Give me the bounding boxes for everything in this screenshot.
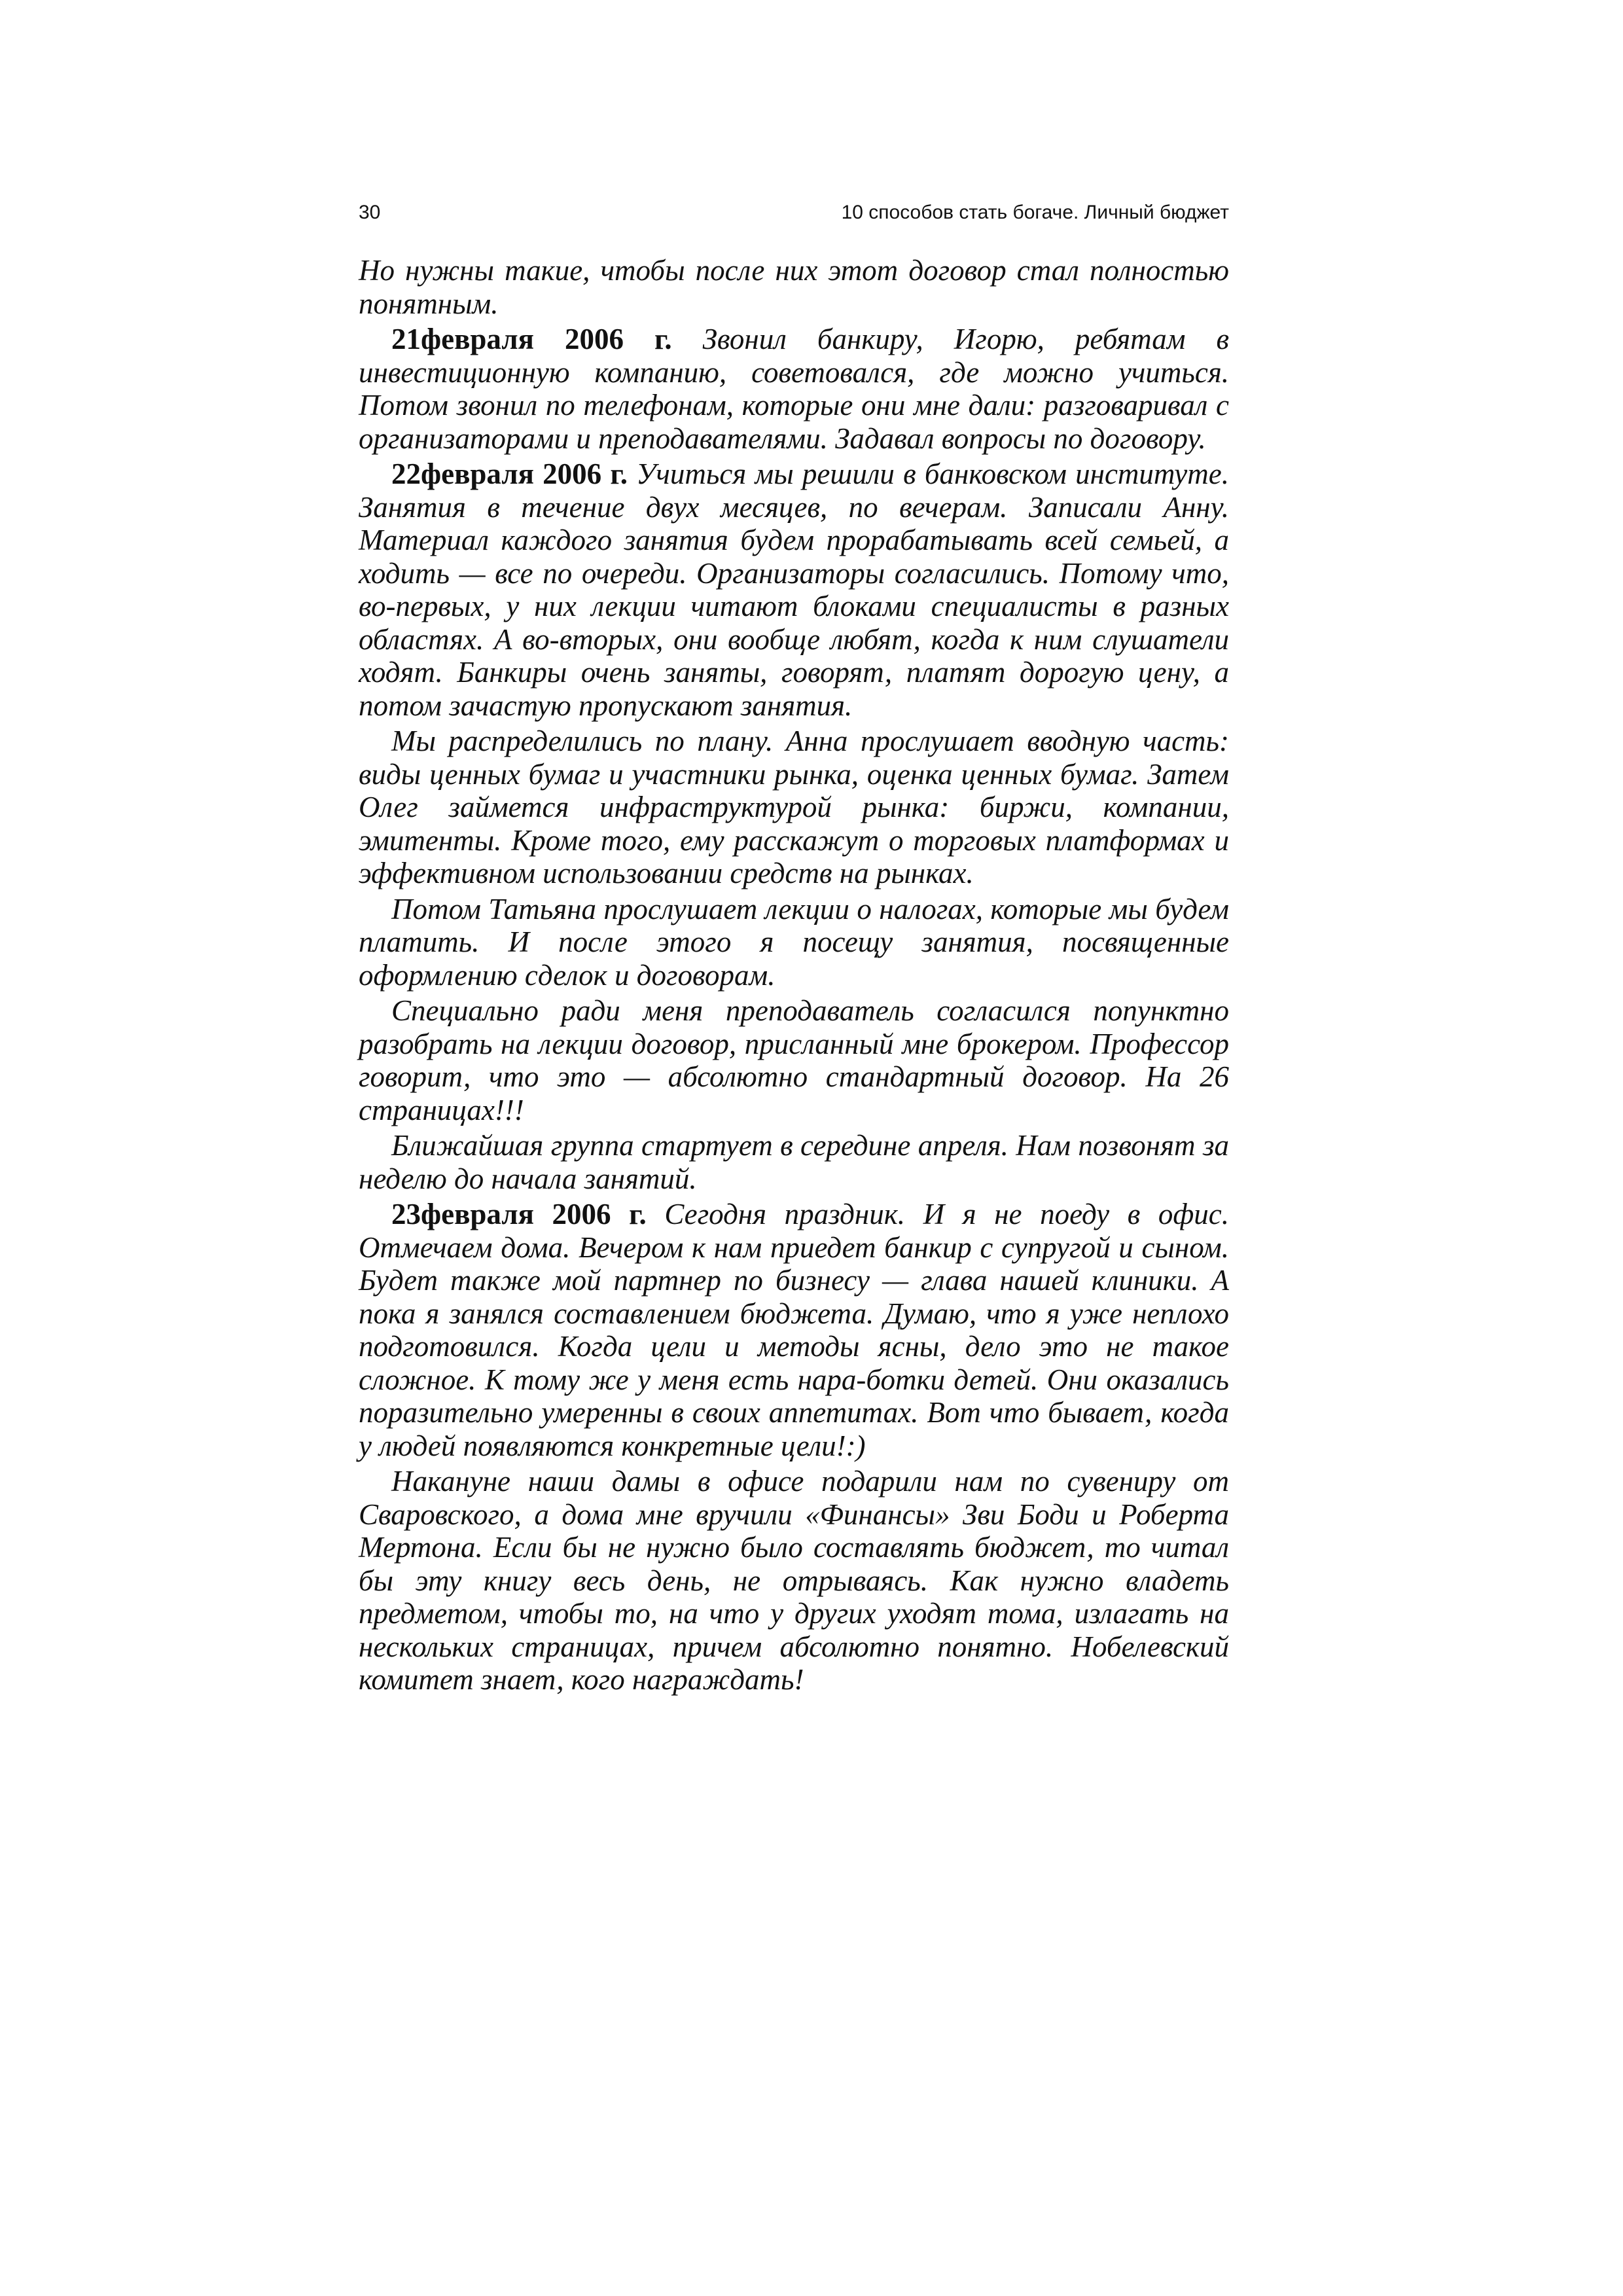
paragraph-text: Звонил банкиру, Игорю, ребятам в инвестиционную компанию, советовался, где можно учиться. Потом звонил по телефонам, которые они мне дали: разговаривал с организаторами и преподавателями. Задавал вопросы по договору. — [359, 323, 1230, 455]
page-header — [359, 196, 1229, 229]
paragraph-text: Сегодня праздник. И я не поеду в офис. Отмечаем дома. Вечером к нам приедет банкир с супругой и сыном. Будет также мой партнер по бизнесу — глава нашей клиники. А пока я занялся составлением бюджета. Думаю, что я уже неплохо подготовился. Когда цели и методы ясны, дело это не такое сложное. К тому же у меня есть нара-ботки детей. Они оказались поразительно умеренны в своих аппетитах. Вот что бывает, когда у людей появляются конкретные цели!:) — [359, 1198, 1229, 1462]
paragraph-text: Потом Татьяна прослушает лекции о налогах, которые мы будем платить. И после этого я посещу занятия, посвященные оформлению сделок и договорам. — [359, 892, 1229, 992]
text-body — [359, 254, 1229, 1699]
diary-entry-feb-23 — [359, 1198, 1229, 1462]
entry-date: 23февраля 2006 г. — [391, 1198, 647, 1230]
paragraph-text: Учиться мы решили в банковском институте. Занятия в течение двух месяцев, по вечерам. Записали Анну. Материал каждого занятия будем прорабатывать всей семьей, а ходить — все по очереди. Организаторы согласились. Потому что, во-первых, у них лекции читают блоками специалисты в разных областях. А во-вторых, они вообще любят, когда к ним слушатели ходят. Банкиры очень заняты, говорят, платят дорогую цену, а потом зачастую пропускают занятия. — [359, 457, 1229, 722]
paragraph-text: Специально ради меня преподаватель согласился попунктно разобрать на лекции договор, присланный мне брокером. Профессор говорит, что это — абсолютно стандартный договор. На 26 страницах!!! — [359, 994, 1229, 1126]
paragraph-text: Но нужны такие, чтобы после них этот договор стал полностью понятным. — [359, 254, 1229, 320]
paragraph — [359, 893, 1229, 992]
entry-date: 22февраля 2006 г. — [391, 457, 628, 490]
paragraph-continuation — [359, 254, 1229, 320]
paragraph-text: Ближайшая группа стартует в середине апреля. Нам позвонят за неделю до начала занятий. — [359, 1129, 1229, 1195]
entry-date: 21февраля 2006 г. — [391, 323, 672, 355]
page-number: 30 — [359, 202, 381, 223]
paragraph — [359, 725, 1229, 890]
diary-entry-feb-21 — [359, 323, 1229, 455]
running-title: 10 способов стать богаче. Личный бюджет — [841, 202, 1229, 223]
paragraph — [359, 1465, 1229, 1696]
diary-entry-feb-22 — [359, 457, 1229, 722]
paragraph — [359, 994, 1229, 1126]
paragraph-text: Мы распределились по плану. Анна прослушает вводную часть: виды ценных бумаг и участники рынка, оценка ценных бумаг. Затем Олег займется инфраструктурой рынка: биржи, компании, эмитенты. Кроме того, ему расскажут о торговых платформах и эффективном использовании средств на рынках. — [359, 725, 1229, 889]
paragraph — [359, 1129, 1229, 1195]
paragraph-text: Накануне наши дамы в офисе подарили нам по сувениру от Сваровского, а дома мне вручили «Финансы» Зви Боди и Роберта Мертона. Если бы не нужно было составлять бюджет, то читал бы эту книгу весь день, не отрываясь. Как нужно владеть предметом, чтобы то, на что у других уходят тома, излагать на нескольких страницах, причем абсолютно понятно. Нобелевский комитет знает, кого награждать! — [359, 1465, 1229, 1696]
